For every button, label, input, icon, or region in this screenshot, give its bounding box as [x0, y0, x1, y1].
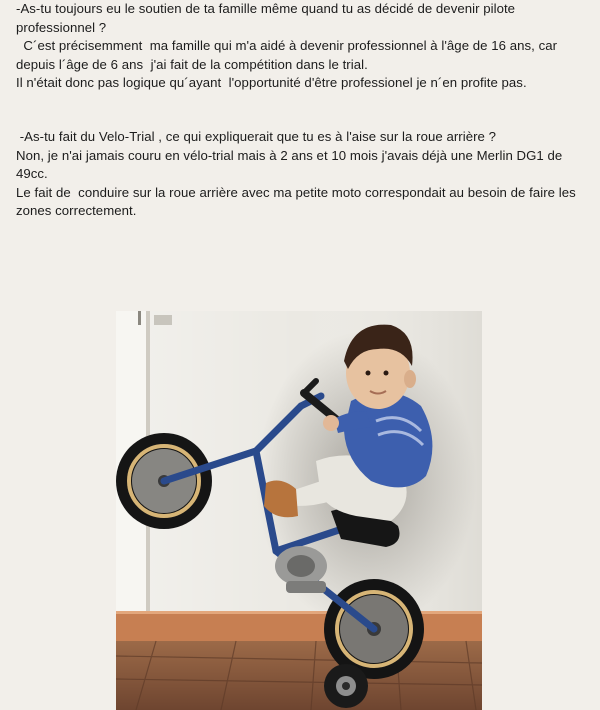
answer-text: depuis l´âge de 6 ans j'ai fait de la compétition dans le trial. [16, 56, 368, 72]
answer-text: 49cc. [16, 166, 48, 181]
qa-family-support [16, 0, 586, 93]
answer-text: C´est précisemment ma famille qui m'a aidé à devenir professionnel à l'âge de 16 ans, car [16, 38, 558, 53]
answer-text: zones correctement. [16, 203, 137, 218]
answer-text: Il n'était donc pas logique qu´ayant l'opportunité d'être professionel je n´en profite pas. [16, 75, 527, 90]
question-text: -As-tu toujours eu le soutien de ta famille même quand tu as décidé de devenir pilote [16, 1, 516, 16]
answer-text: Non, je n'ai jamais couru en vélo-trial mais à 2 ans et 10 mois j'avais déjà une Merlin DG1 de [16, 147, 563, 163]
photo-child-on-minibike [116, 311, 482, 710]
qa-velo-trial [16, 128, 586, 221]
question-text: -As-tu fait du Velo-Trial , ce qui expliquerait que tu es à l'aise sur la roue arrière ? [16, 129, 496, 144]
answer-text: Le fait de conduire sur la roue arrière avec ma petite moto correspondait au besoin de faire les [16, 184, 576, 200]
question-text: professionnel ? [16, 19, 107, 35]
